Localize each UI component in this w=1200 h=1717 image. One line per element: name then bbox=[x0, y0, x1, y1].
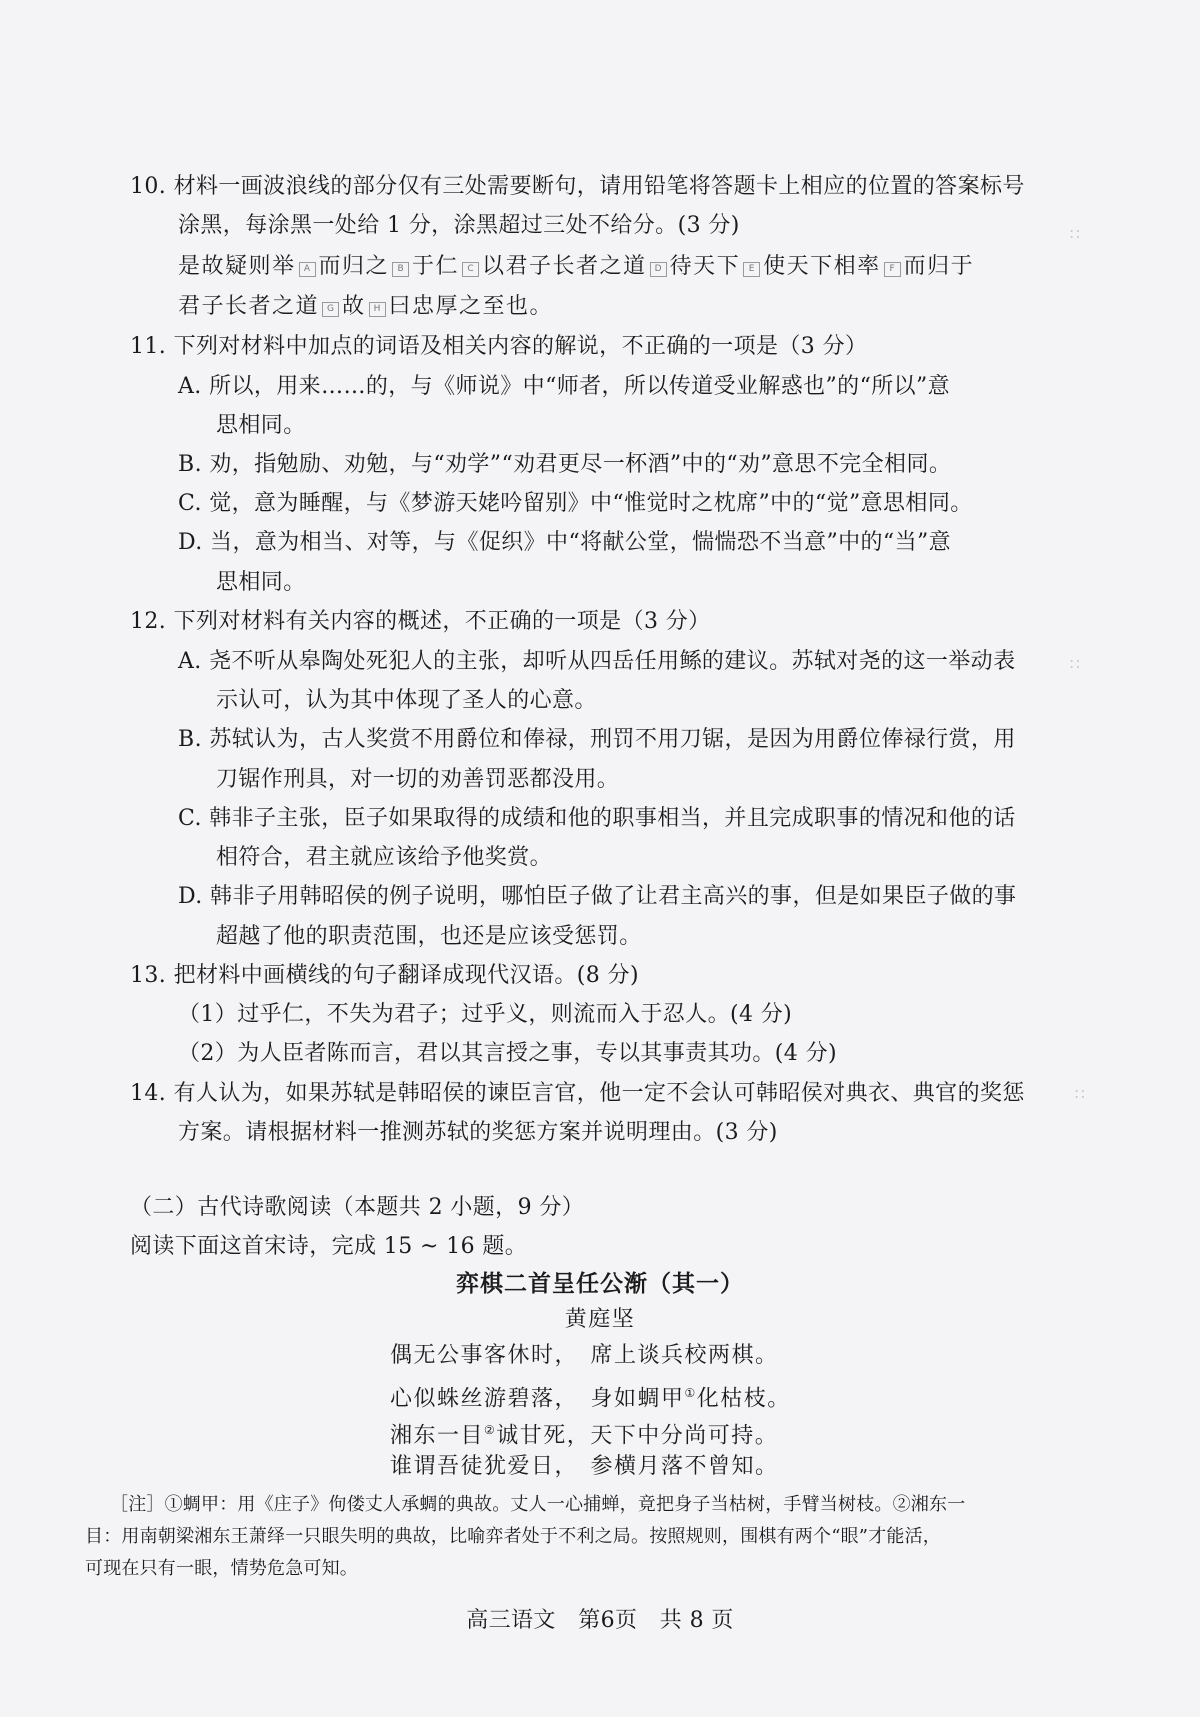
q12-option-d: D. 韩非子用韩昭侯的例子说明，哪怕臣子做了让君主高兴的事，但是如果臣子做的事 bbox=[178, 884, 1017, 909]
poem-line-1: 偶无公事客休时， 席上谈兵校两棋。 bbox=[390, 1343, 779, 1368]
break-mark-e: E bbox=[743, 262, 760, 277]
q10-passage-line2: 君子长者之道 G 故 H 曰忠厚之至也。 bbox=[178, 294, 554, 319]
poem-line-4: 谁谓吾徒犹爱日， 参横月落不曾知。 bbox=[390, 1454, 779, 1479]
q11-option-d-cont: 思相同。 bbox=[216, 570, 306, 595]
q12-stem: 12. 下列对材料有关内容的概述，不正确的一项是（3 分） bbox=[130, 609, 711, 634]
q12-option-a: A. 尧不听从皋陶处死犯人的主张，却听从四岳任用鲧的建议。苏轼对尧的这一举动表 bbox=[178, 649, 1016, 674]
q10-line1: 10. 材料一画波浪线的部分仅有三处需要断句，请用铅笔将答题卡上相应的位置的答案标号 bbox=[130, 174, 1025, 199]
bleed-through-marks: ∷ bbox=[1075, 1085, 1085, 1103]
q13-sentence-1: （1）过乎仁，不失为君子；过乎义，则流而入于忍人。(4 分) bbox=[178, 1002, 793, 1027]
q11-option-a-cont: 思相同。 bbox=[216, 413, 306, 438]
q13-sentence-2: （2）为人臣者陈而言，君以其言授之事，专以其事责其功。(4 分) bbox=[178, 1041, 837, 1066]
bleed-through-marks: ∷ bbox=[1070, 655, 1080, 673]
break-mark-h: H bbox=[369, 302, 386, 317]
break-mark-f: F bbox=[884, 262, 901, 277]
break-mark-a: A bbox=[299, 262, 316, 277]
q12-option-c-cont: 相符合，君主就应该给予他奖赏。 bbox=[216, 845, 553, 870]
poem-title: 弈棋二首呈任公渐（其一） bbox=[456, 1270, 744, 1297]
q11-stem: 11. 下列对材料中加点的词语及相关内容的解说，不正确的一项是（3 分） bbox=[130, 334, 868, 359]
q12-option-d-cont: 超越了他的职责范围，也还是应该受惩罚。 bbox=[216, 924, 642, 949]
poem-line-3: 湘东一目②诚甘死，天下中分尚可持。 bbox=[390, 1423, 779, 1449]
poem-note-line3: 可现在只有一眼，情势危急可知。 bbox=[85, 1558, 358, 1579]
q10-line2: 涂黑，每涂黑一处给 1 分，涂黑超过三处不给分。(3 分) bbox=[178, 213, 740, 238]
section-heading: （二）古代诗歌阅读（本题共 2 小题，9 分） bbox=[130, 1195, 585, 1220]
break-mark-g: G bbox=[322, 302, 339, 317]
q11-option-b: B. 劝，指勉励、劝勉，与“劝学”“劝君更尽一杯酒”中的“劝”意思不完全相同。 bbox=[178, 452, 952, 477]
poem-line-2: 心似蛛丝游碧落， 身如蜩甲①化枯枝。 bbox=[390, 1386, 791, 1412]
q11-option-c: C. 觉，意为睡醒，与《梦游天姥吟留别》中“惟觉时之枕席”中的“觉”意思相同。 bbox=[178, 491, 973, 516]
footnote-ref-1: ① bbox=[684, 1386, 697, 1400]
q14-line2: 方案。请根据材料一推测苏轼的奖惩方案并说明理由。(3 分) bbox=[178, 1120, 778, 1145]
bleed-through-marks: ∷ bbox=[1070, 225, 1080, 243]
poem-author: 黄庭坚 bbox=[564, 1307, 636, 1332]
break-mark-c: C bbox=[462, 262, 479, 277]
q14-line1: 14. 有人认为，如果苏轼是韩昭侯的谏臣言官，他一定不会认可韩昭侯对典衣、典官的奖惩 bbox=[130, 1081, 1025, 1106]
q12-option-b: B. 苏轼认为，古人奖赏不用爵位和俸禄，刑罚不用刀锯，是因为用爵位俸禄行赏，用 bbox=[178, 727, 1016, 752]
q12-option-a-cont: 示认可，认为其中体现了圣人的心意。 bbox=[216, 688, 597, 713]
break-mark-d: D bbox=[650, 262, 667, 277]
q11-option-d: D. 当，意为相当、对等，与《促织》中“将献公堂，惴惴恐不当意”中的“当”意 bbox=[178, 530, 952, 555]
footnote-ref-2: ② bbox=[484, 1423, 497, 1437]
page-footer: 高三语文 第6页 共 8 页 bbox=[466, 1608, 734, 1633]
section-intro: 阅读下面这首宋诗，完成 15 ~ 16 题。 bbox=[130, 1234, 528, 1259]
q13-stem: 13. 把材料中画横线的句子翻译成现代汉语。(8 分) bbox=[130, 963, 639, 988]
q10-passage-line1: 是故疑则举 A 而归之 B 于仁 C 以君子长者之道 D 待天下 E 使天下相率 F 而归于 bbox=[178, 254, 975, 279]
poem-note-line1: ［注］①蜩甲：用《庄子》佝偻丈人承蜩的典故。丈人一心捕蝉，竟把身子当枯树，手臂当树枝。②湘东一 bbox=[110, 1494, 966, 1515]
q12-option-c: C. 韩非子主张，臣子如果取得的成绩和他的职事相当，并且完成职事的情况和他的话 bbox=[178, 806, 1016, 831]
q12-option-b-cont: 刀锯作刑具，对一切的劝善罚恶都没用。 bbox=[216, 767, 620, 792]
break-mark-b: B bbox=[392, 262, 409, 277]
q11-option-a: A. 所以，用来……的，与《师说》中“师者，所以传道受业解惑也”的“所以”意 bbox=[178, 374, 951, 399]
poem-note-line2: 目：用南朝梁湘东王萧绎一只眼失明的典故，比喻弈者处于不利之局。按照规则，围棋有两个“眼”才能活， bbox=[85, 1526, 941, 1547]
